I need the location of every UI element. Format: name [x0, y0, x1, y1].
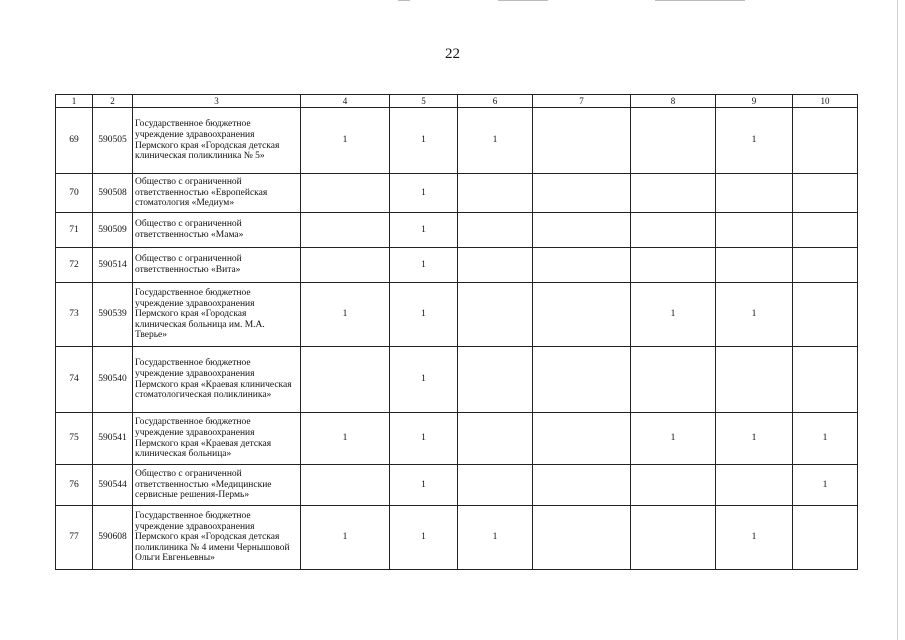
cell-col8: [631, 213, 716, 248]
cell-col7: [533, 213, 631, 248]
cell-col4: 1: [301, 413, 390, 465]
column-header: 5: [390, 95, 458, 108]
cell-col8: [631, 465, 716, 506]
row-number: 71: [56, 213, 93, 248]
row-number: 74: [56, 347, 93, 413]
column-header: 1: [56, 95, 93, 108]
cell-col9: 1: [716, 506, 793, 570]
cell-col4: [301, 174, 390, 213]
column-header: 9: [716, 95, 793, 108]
cell-col9: 1: [716, 108, 793, 174]
table-row: [56, 283, 858, 347]
table-row: [56, 108, 858, 174]
column-header: 4: [301, 95, 390, 108]
cell-col7: [533, 506, 631, 570]
cell-col10: 1: [793, 413, 858, 465]
row-code: 590514: [93, 248, 133, 283]
organization-name: Государственное бюджетное учреждение здравоохранения Пермского края «Краевая клиническая стоматологическая поликлиника»: [133, 347, 301, 413]
row-number: 75: [56, 413, 93, 465]
organization-name: Общество с ограниченной ответственностью «Вита»: [133, 248, 301, 283]
cell-col8: [631, 108, 716, 174]
row-code: 590505: [93, 108, 133, 174]
row-code: 590540: [93, 347, 133, 413]
cell-col4: [301, 213, 390, 248]
cell-col8: [631, 347, 716, 413]
cell-col9: [716, 174, 793, 213]
cell-col9: 1: [716, 413, 793, 465]
cell-col7: [533, 174, 631, 213]
row-code: 590608: [93, 506, 133, 570]
data-table: [55, 94, 858, 570]
organization-name: Государственное бюджетное учреждение здравоохранения Пермского края «Городская детская клиническая поликлиника № 5»: [133, 108, 301, 174]
cell-col5: 1: [390, 347, 458, 413]
header-row: [56, 95, 858, 108]
organization-name: Общество с ограниченной ответственностью «Европейская стоматология «Медиум»: [133, 174, 301, 213]
cell-col6: 1: [458, 108, 533, 174]
column-header: 2: [93, 95, 133, 108]
cell-col9: 1: [716, 283, 793, 347]
cell-col5: 1: [390, 506, 458, 570]
column-header: 8: [631, 95, 716, 108]
cell-col10: [793, 174, 858, 213]
cell-col10: [793, 213, 858, 248]
row-code: 590539: [93, 283, 133, 347]
cell-col5: 1: [390, 108, 458, 174]
organization-name: Государственное бюджетное учреждение здравоохранения Пермского края «Краевая детская клиническая больница»: [133, 413, 301, 465]
cell-col8: [631, 506, 716, 570]
table-row: [56, 213, 858, 248]
row-code: 590544: [93, 465, 133, 506]
cell-col6: [458, 174, 533, 213]
cell-col6: [458, 213, 533, 248]
cell-col6: [458, 248, 533, 283]
cell-col10: [793, 506, 858, 570]
scan-edge: [897, 0, 898, 640]
row-number: 72: [56, 248, 93, 283]
page-number: 22: [445, 46, 460, 62]
organization-name: Общество с ограниченной ответственностью «Медицинские сервисные решения-Пермь»: [133, 465, 301, 506]
scan-artifact: [498, 0, 548, 1]
cell-col10: [793, 347, 858, 413]
cell-col7: [533, 108, 631, 174]
cell-col8: 1: [631, 413, 716, 465]
cell-col7: [533, 248, 631, 283]
row-number: 70: [56, 174, 93, 213]
row-number: 73: [56, 283, 93, 347]
cell-col9: [716, 213, 793, 248]
table-row: [56, 347, 858, 413]
cell-col7: [533, 413, 631, 465]
cell-col4: [301, 347, 390, 413]
cell-col4: 1: [301, 283, 390, 347]
cell-col10: [793, 108, 858, 174]
cell-col6: [458, 413, 533, 465]
row-number: 69: [56, 108, 93, 174]
column-header: 7: [533, 95, 631, 108]
cell-col6: 1: [458, 506, 533, 570]
table-row: [56, 174, 858, 213]
table-row: [56, 506, 858, 570]
row-code: 590541: [93, 413, 133, 465]
organization-name: Государственное бюджетное учреждение здравоохранения Пермского края «Городская клиническая больница им. М.А. Тверье»: [133, 283, 301, 347]
organization-name: Государственное бюджетное учреждение здравоохранения Пермского края «Городская детская поликлиника № 4 имени Чернышовой Ольги Евгеньевны»: [133, 506, 301, 570]
cell-col5: 1: [390, 413, 458, 465]
table-row: [56, 248, 858, 283]
table-row: [56, 465, 858, 506]
column-header: 6: [458, 95, 533, 108]
cell-col7: [533, 347, 631, 413]
scan-artifact: [398, 0, 410, 1]
cell-col5: 1: [390, 174, 458, 213]
cell-col10: [793, 283, 858, 347]
row-code: 590508: [93, 174, 133, 213]
cell-col9: [716, 465, 793, 506]
cell-col5: 1: [390, 213, 458, 248]
cell-col9: [716, 248, 793, 283]
cell-col8: [631, 174, 716, 213]
cell-col5: 1: [390, 283, 458, 347]
cell-col6: [458, 347, 533, 413]
cell-col10: [793, 248, 858, 283]
table-row: [56, 413, 858, 465]
cell-col8: 1: [631, 283, 716, 347]
cell-col9: [716, 347, 793, 413]
cell-col10: 1: [793, 465, 858, 506]
cell-col4: 1: [301, 506, 390, 570]
row-code: 590509: [93, 213, 133, 248]
cell-col4: [301, 465, 390, 506]
column-header: 10: [793, 95, 858, 108]
column-header: 3: [133, 95, 301, 108]
cell-col7: [533, 283, 631, 347]
cell-col5: 1: [390, 465, 458, 506]
cell-col4: [301, 248, 390, 283]
scan-artifact: [655, 0, 745, 1]
cell-col4: 1: [301, 108, 390, 174]
cell-col6: [458, 465, 533, 506]
cell-col5: 1: [390, 248, 458, 283]
row-number: 76: [56, 465, 93, 506]
cell-col6: [458, 283, 533, 347]
cell-col8: [631, 248, 716, 283]
row-number: 77: [56, 506, 93, 570]
cell-col7: [533, 465, 631, 506]
organization-name: Общество с ограниченной ответственностью «Мама»: [133, 213, 301, 248]
